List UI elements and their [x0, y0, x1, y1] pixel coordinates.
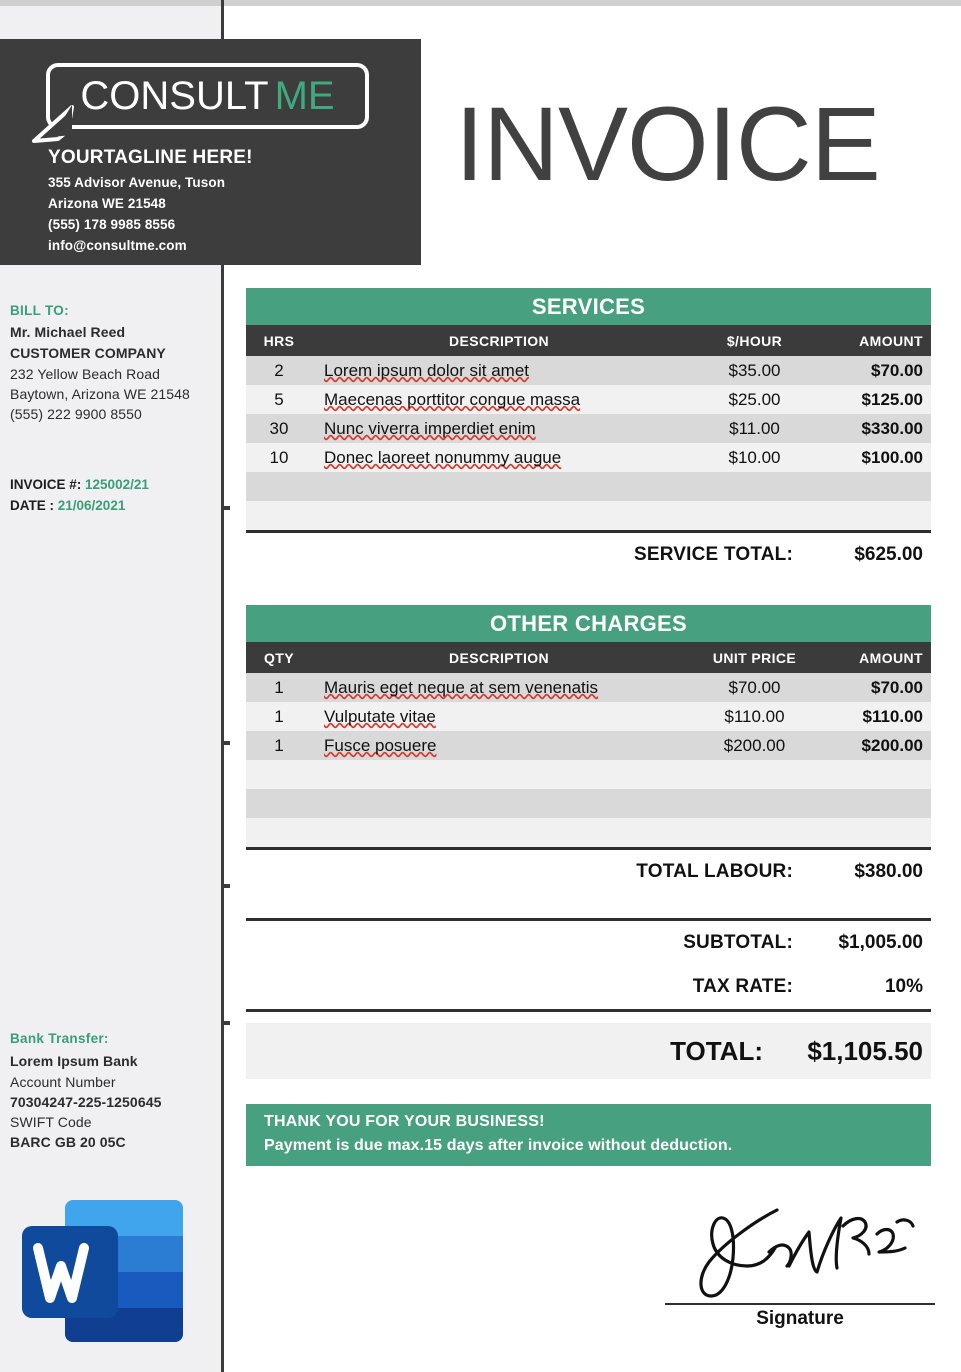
cell-hrs: 30 — [269, 418, 289, 438]
cell-description: Fusce posuere — [324, 735, 437, 755]
col-header-amount: AMOUNT — [859, 649, 923, 666]
col-header-amount: AMOUNT — [859, 332, 923, 349]
signature-label: Signature — [756, 1308, 844, 1329]
bank-transfer-heading: Bank Transfer: — [10, 1031, 109, 1046]
cell-amount: $100.00 — [861, 447, 923, 467]
table-row — [246, 385, 931, 414]
company-email: info@consultme.com — [48, 238, 187, 253]
word-document-icon — [20, 1196, 185, 1346]
table-row-empty — [246, 789, 931, 818]
cell-unit-price: $110.00 — [724, 706, 785, 726]
cell-amount: $125.00 — [861, 389, 923, 409]
invoice-number-row — [10, 477, 149, 492]
cell-description: Donec laoreet nonummy augue — [324, 447, 562, 467]
bill-to-company: CUSTOMER COMPANY — [10, 345, 166, 361]
cell-amount: $70.00 — [871, 677, 923, 697]
cell-description: Nunc viverra imperdiet enim — [324, 418, 536, 438]
services-table-title: SERVICES — [246, 288, 931, 325]
bank-account-label: Account Number — [10, 1074, 116, 1090]
handwritten-signature-icon — [665, 1196, 935, 1306]
services-total-label: SERVICE TOTAL: — [633, 544, 793, 565]
invoice-number-label: INVOICE #: — [10, 477, 82, 492]
company-phone: (555) 178 9985 8556 — [48, 217, 176, 232]
col-header-unit-price: UNIT PRICE — [712, 649, 797, 666]
logo-primary-text: CONSULT — [80, 73, 269, 118]
subtotal-value: $1,005.00 — [838, 932, 923, 953]
cell-qty: 1 — [274, 706, 284, 726]
speech-bubble-tail-icon — [28, 101, 74, 147]
subtotal-label: SUBTOTAL: — [683, 932, 793, 953]
cell-hrs: 2 — [274, 360, 284, 380]
logo-accent-text: ME — [274, 73, 335, 118]
services-total-value: $625.00 — [854, 544, 923, 565]
col-header-qty: QTY — [264, 649, 294, 666]
text-frame-anchor-tick — [221, 1021, 230, 1025]
table-row — [246, 702, 931, 731]
grand-total-label: TOTAL: — [670, 1035, 763, 1066]
signature-line — [665, 1303, 935, 1305]
cell-description: Mauris eget neque at sem venenatis — [324, 677, 599, 697]
table-row — [246, 414, 931, 443]
table-row-empty — [246, 760, 931, 789]
subtotal-row — [246, 921, 931, 965]
signature-image — [665, 1196, 935, 1311]
cell-amount: $70.00 — [871, 360, 923, 380]
microsoft-word-icon[interactable] — [20, 1196, 185, 1351]
cell-rate: $10.00 — [728, 447, 781, 467]
cell-rate: $11.00 — [729, 418, 780, 438]
col-header-description: DESCRIPTION — [448, 649, 550, 666]
tax-rate-value: 10% — [884, 976, 923, 997]
table-row — [246, 443, 931, 472]
grand-total-value: $1,105.50 — [807, 1035, 923, 1066]
labour-total-label: TOTAL LABOUR: — [636, 861, 793, 882]
company-header-block — [0, 39, 421, 265]
labour-total-value: $380.00 — [854, 861, 923, 882]
table-row-empty — [246, 501, 931, 530]
services-total-row — [246, 533, 931, 577]
table-row — [246, 731, 931, 760]
invoice-date-row — [10, 498, 125, 513]
table-row — [246, 356, 931, 385]
company-address-line2: Arizona WE 21548 — [48, 196, 166, 211]
table-row — [246, 673, 931, 702]
bank-account-number: 70304247-225-1250645 — [10, 1094, 162, 1110]
cell-qty: 1 — [274, 735, 284, 755]
other-charges-table-title: OTHER CHARGES — [246, 605, 931, 642]
thank-you-line1: THANK YOU FOR YOUR BUSINESS! — [264, 1113, 545, 1130]
col-header-rate: $/HOUR — [726, 332, 783, 349]
bill-to-name: Mr. Michael Reed — [10, 324, 126, 340]
col-header-description: DESCRIPTION — [448, 332, 550, 349]
bank-name: Lorem Ipsum Bank — [10, 1053, 138, 1069]
payment-terms-line: Payment is due max.15 days after invoice without deduction. — [264, 1137, 733, 1154]
cell-amount: $200.00 — [861, 735, 923, 755]
grand-total-row — [246, 1023, 931, 1079]
cell-rate: $25.00 — [728, 389, 781, 409]
company-logo — [46, 63, 369, 129]
company-tagline: YOURTAGLINE HERE! — [48, 147, 253, 168]
text-frame-anchor-tick — [221, 884, 230, 888]
bill-to-heading: BILL TO: — [10, 303, 69, 318]
text-frame-anchor-tick — [221, 741, 230, 745]
other-charges-table — [246, 605, 931, 894]
labour-total-row — [246, 850, 931, 894]
totals-section — [246, 918, 931, 1079]
invoice-number-value: 125002/21 — [85, 477, 149, 492]
cell-hrs: 10 — [269, 447, 289, 467]
cell-unit-price: $200.00 — [723, 735, 786, 755]
other-charges-table-header — [246, 642, 931, 673]
table-row-empty — [246, 472, 931, 501]
cell-amount: $110.00 — [862, 706, 923, 726]
bill-to-street: 232 Yellow Beach Road — [10, 366, 160, 382]
bank-swift-code: BARC GB 20 05C — [10, 1134, 126, 1150]
cell-description: Maecenas porttitor congue massa — [324, 389, 581, 409]
text-frame-anchor-tick — [221, 506, 230, 510]
table-row-empty — [246, 818, 931, 847]
cell-qty: 1 — [274, 677, 284, 697]
services-table-header — [246, 325, 931, 356]
tax-rate-row — [246, 965, 931, 1009]
col-header-hrs: HRS — [263, 332, 295, 349]
bank-swift-label: SWIFT Code — [10, 1114, 92, 1130]
invoice-date-value: 21/06/2021 — [57, 498, 126, 513]
cell-description: Vulputate vitae — [324, 706, 436, 726]
bill-to-city: Baytown, Arizona WE 21548 — [10, 386, 190, 402]
cell-hrs: 5 — [274, 389, 284, 409]
cell-amount: $330.00 — [861, 418, 923, 438]
cell-unit-price: $70.00 — [728, 677, 781, 697]
cell-rate: $35.00 — [728, 360, 781, 380]
bill-to-phone: (555) 222 9900 8550 — [10, 406, 142, 422]
thank-you-banner — [246, 1104, 931, 1166]
cell-description: Lorem ipsum dolor sit amet — [324, 360, 530, 380]
services-table — [246, 288, 931, 577]
invoice-date-label: DATE : — [10, 498, 54, 513]
tax-rate-label: TAX RATE: — [692, 976, 793, 997]
page-title: INVOICE — [455, 86, 880, 203]
company-address-line1: 355 Advisor Avenue, Tuson — [48, 175, 226, 190]
